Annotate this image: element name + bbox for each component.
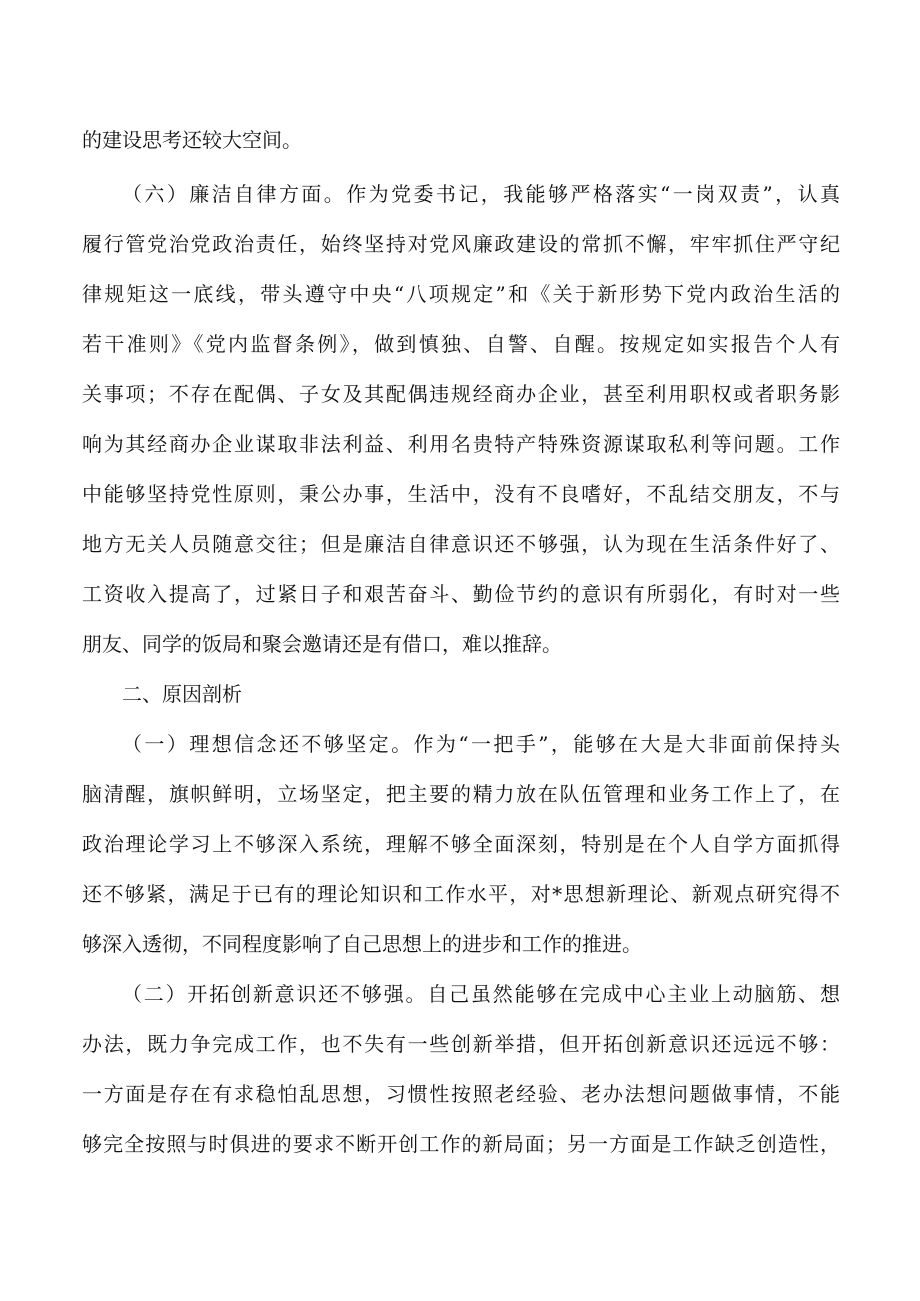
paragraph-line: 办法，既力争完成工作，也不失有一些创新举措，但开拓创新意识还远远不够： (82, 1032, 840, 1056)
paragraph-line: （一）理想信念还不够坚定。作为“一把手”，能够在大是大非面前保持头 (122, 732, 840, 756)
paragraph-line: （六）廉洁自律方面。作为党委书记，我能够严格落实“一岗双责”，认真 (122, 182, 840, 206)
paragraph-line: 够完全按照与时俱进的要求不断开创工作的新局面；另一方面是工作缺乏创造性， (82, 1132, 840, 1156)
paragraph-line: 政治理论学习上不够深入系统，理解不够全面深刻，特别是在个人自学方面抓得 (82, 832, 840, 856)
paragraph-line: 脑清醒，旗帜鲜明，立场坚定，把主要的精力放在队伍管理和业务工作上了，在 (82, 782, 840, 806)
paragraph-line: 地方无关人员随意交往；但是廉洁自律意识还不够强，认为现在生活条件好了、 (82, 532, 840, 556)
section-heading: 二、原因剖析 (122, 682, 242, 706)
paragraph-line: 履行管党治党政治责任，始终坚持对党风廉政建设的常抓不懈，牢牢抓住严守纪 (82, 232, 840, 256)
paragraph-line: 中能够坚持党性原则，秉公办事，生活中，没有不良嗜好，不乱结交朋友，不与 (82, 482, 840, 506)
paragraph-line: 朋友、同学的饭局和聚会邀请还是有借口，难以推辞。 (82, 632, 562, 656)
paragraph-line: 关事项；不存在配偶、子女及其配偶违规经商办企业，甚至利用职权或者职务影 (82, 382, 840, 406)
paragraph-line: 若干准则》《党内监督条例》，做到慎独、自警、自醒。按规定如实报告个人有 (82, 332, 840, 356)
paragraph-line: 响为其经商办企业谋取非法利益、利用名贵特产特殊资源谋取私利等问题。工作 (82, 432, 840, 456)
paragraph-line: 一方面是存在有求稳怕乱思想，习惯性按照老经验、老办法想问题做事情，不能 (82, 1082, 840, 1106)
paragraph-line: 够深入透彻，不同程度影响了自己思想上的进步和工作的推进。 (82, 932, 642, 956)
paragraph-line: 的建设思考还较大空间。 (82, 128, 302, 152)
paragraph-line: 工资收入提高了，过紧日子和艰苦奋斗、勤俭节约的意识有所弱化，有时对一些 (82, 582, 840, 606)
paragraph-line: 还不够紧，满足于已有的理论知识和工作水平，对*思想新理论、新观点研究得不 (82, 882, 840, 906)
paragraph-line: （二）开拓创新意识还不够强。自己虽然能够在完成中心主业上动脑筋、想 (122, 982, 840, 1006)
paragraph-line: 律规矩这一底线，带头遵守中央“八项规定”和《关于新形势下党内政治生活的 (82, 282, 840, 306)
